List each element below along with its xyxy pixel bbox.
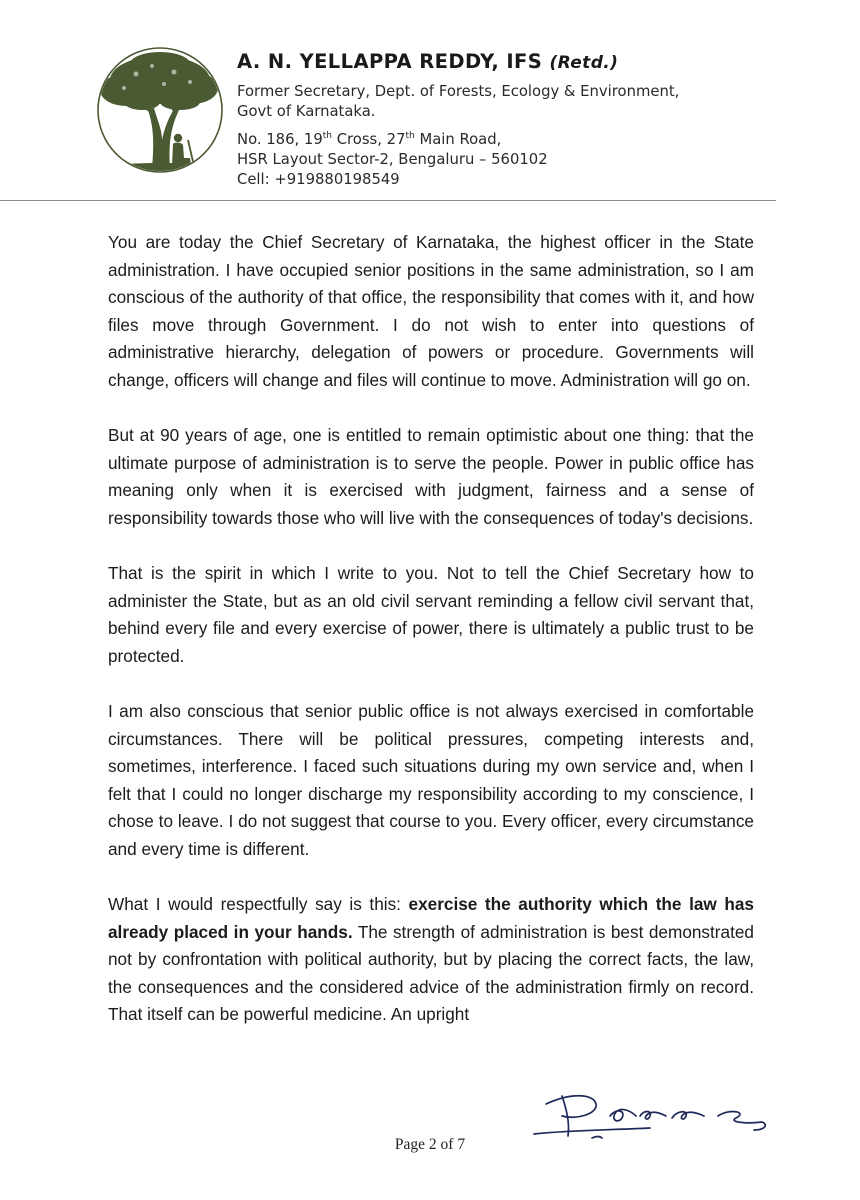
designation-line-1: Former Secretary, Dept. of Forests, Ecology & Environment, — [237, 83, 680, 100]
paragraph-5-rest: The strength of administration is best demonstrated not by confrontation with political authority, but by placing the correct facts, the law, the consequences and the considered advice of the administration firmly on record. That itself can be powerful medicine. An upright — [108, 921, 754, 1024]
paragraph-5 — [108, 891, 754, 1029]
sender-name: A. N. YELLAPPA REDDY, IFS (Retd.) — [237, 50, 619, 73]
paragraph-5-emphasis: exercise the authority which the law has already placed in your hands. — [108, 894, 754, 942]
letterhead-divider — [0, 200, 776, 201]
cell-number: Cell: +919880198549 — [237, 171, 400, 188]
sender-suffix: (Retd.) — [549, 53, 619, 73]
paragraph-1: You are today the Chief Secretary of Karnataka, the highest officer in the State administration. I have occupied senior positions in the same administration, so I am conscious of the authority of that office, the responsibility that comes with it, and how files move through Government. I do not wish to enter into questions of administrative hierarchy, delegation of powers or procedure. Governments will change, officers will change and files will continue to move. Administration will go on. — [108, 232, 754, 390]
address-line-2: HSR Layout Sector-2, Bengaluru – 560102 — [237, 151, 548, 168]
paragraph-2: But at 90 years of age, one is entitled to remain optimistic about one thing: that the ultimate purpose of administration is to serve the people. Power in public office has meaning only when it is exercised with judgment, fairness and a sense of responsibility towards those who will live with the consequences of today's decisions. — [108, 425, 754, 528]
paragraph-5-intro: What I would respectfully say is this: — [108, 894, 409, 914]
paragraph-4: I am also conscious that senior public office is not always exercised in comfortable circumstances. There will be political pressures, competing interests and, sometimes, interference. I faced such situations during my own service and, when I felt that I could no longer discharge my responsibility according to my conscience, I chose to leave. I do not suggest that course to you. Every officer, every circumstance and every time is different. — [108, 701, 754, 859]
designation-line-2: Govt of Karnataka. — [237, 103, 376, 120]
address-line-1: No. 186, 19th Cross, 27th Main Road, — [237, 131, 502, 148]
letter-body — [108, 229, 754, 1057]
letterhead-text — [237, 50, 797, 190]
tree-logo-icon — [94, 44, 226, 176]
page-number: Page 2 of 7 — [394, 1136, 466, 1153]
paragraph-3: That is the spirit in which I write to you. Not to tell the Chief Secretary how to administer the State, but as an old civil servant reminding a fellow civil servant that, behind every file and every exercise of power, there is ultimately a public trust to be protected. — [108, 563, 754, 666]
letterhead — [0, 0, 860, 202]
